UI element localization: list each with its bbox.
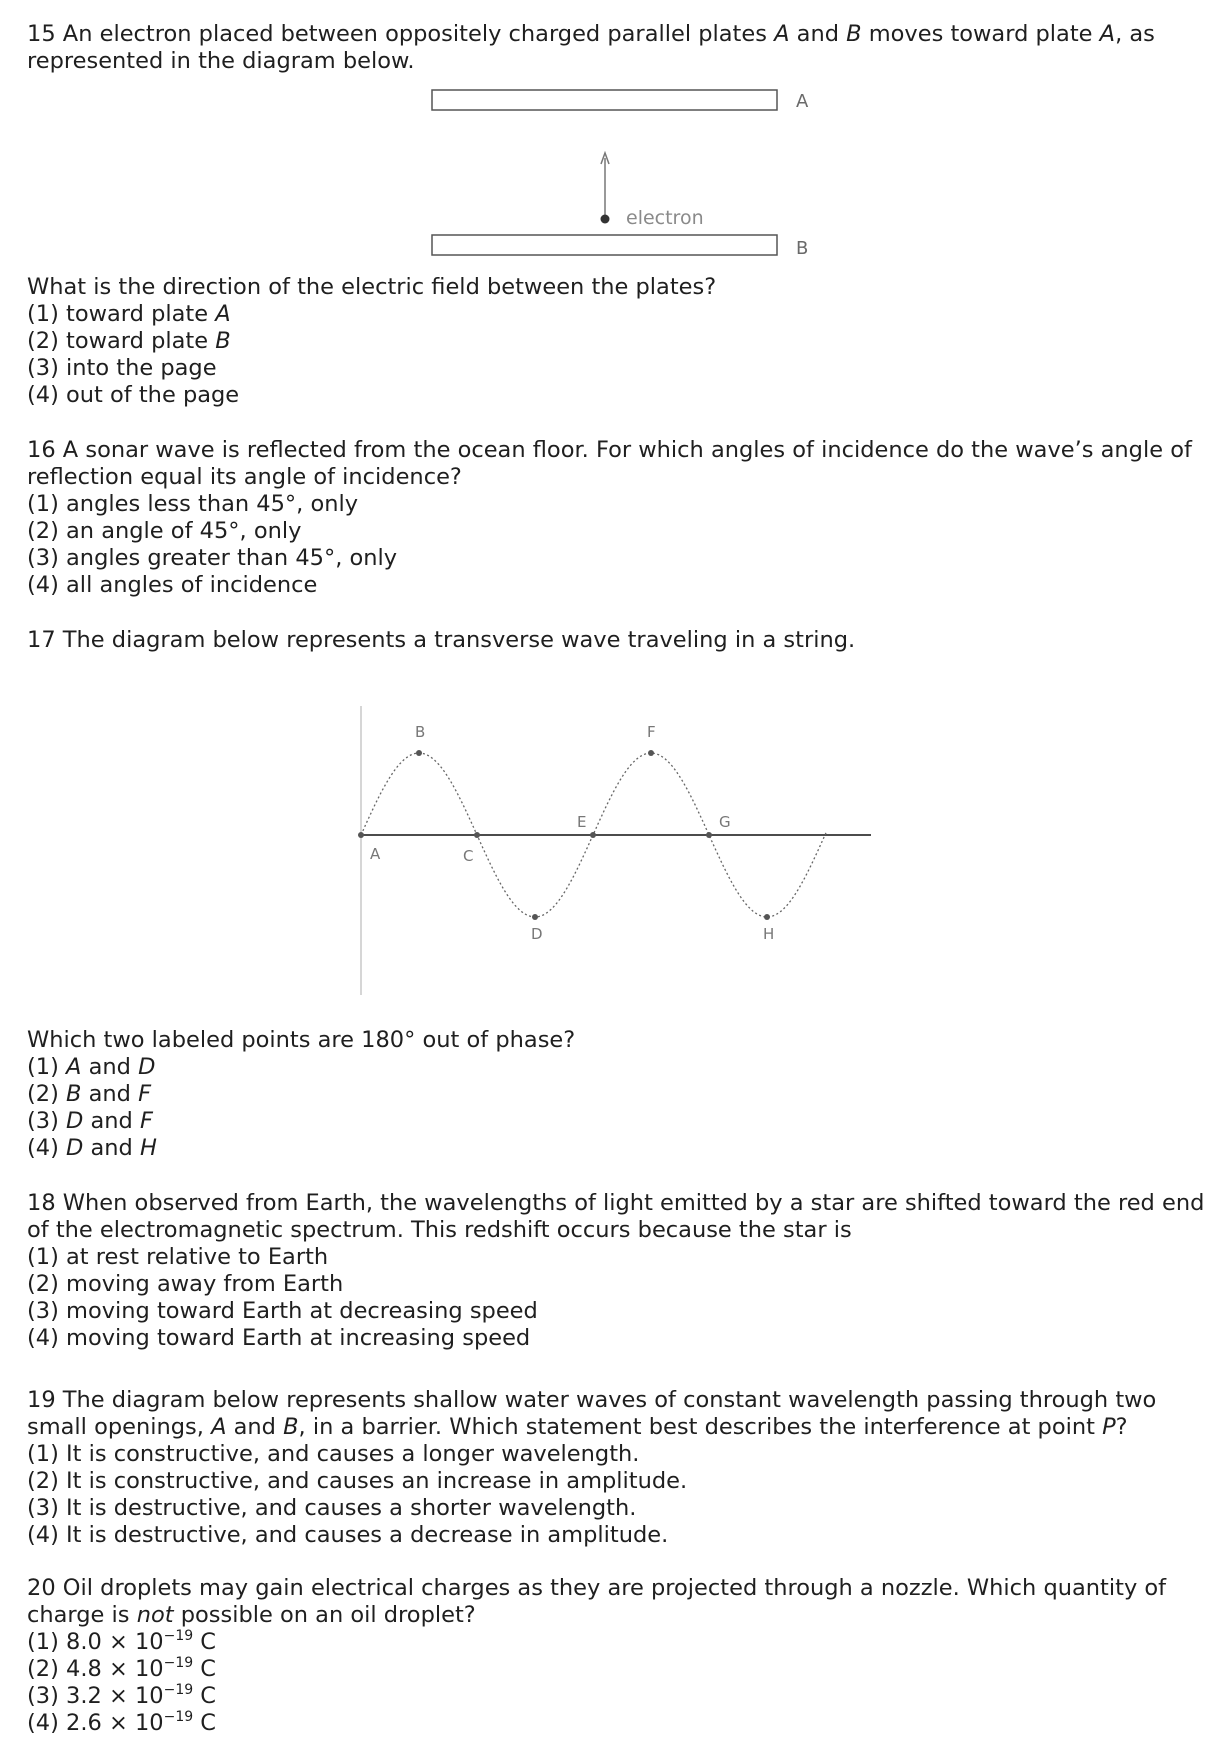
text-segment: (2) It is constructive, and causes an increase in amplitude. [27, 1468, 688, 1494]
options-list [27, 1244, 1207, 1352]
italic-term: not [136, 1602, 174, 1628]
text-segment: (2) [27, 1081, 67, 1107]
question-stem [27, 627, 1207, 654]
exponent: −19 [163, 1708, 194, 1725]
text-segment: When observed from Earth, the wavelengths of light emitted by a star are shifted toward the red end of the electromagnetic spectrum. This redshift occurs because the star is [27, 1190, 1205, 1243]
text-segment: , in a barrier. Which statement best describes the interference at point [298, 1414, 1103, 1440]
text-segment: (1) toward plate [27, 301, 216, 327]
question-stem [27, 1387, 1207, 1441]
text-segment: C [193, 1629, 217, 1655]
text-segment: (4) all angles of incidence [27, 572, 318, 598]
question-20 [27, 1575, 1207, 1737]
text-segment: The diagram below represents shallow water waves of constant wavelength passing through two small openings, [27, 1387, 1157, 1440]
answer-option-3 [27, 355, 1207, 382]
question-stem-text [27, 1575, 1166, 1628]
wave-point-c-dot [474, 832, 480, 838]
text-segment: possible on an oil droplet? [173, 1602, 476, 1628]
exponent: −19 [163, 1681, 194, 1698]
text-segment: (4) 2.6 × 10 [27, 1710, 164, 1736]
text-segment: and [81, 1081, 139, 1107]
electron-dot [601, 215, 610, 224]
options-list [27, 491, 1207, 599]
italic-term: H [140, 1135, 157, 1161]
text-segment: (1) angles less than 45°, only [27, 491, 359, 517]
plate-b [432, 235, 777, 255]
text-segment: (2) moving away from Earth [27, 1271, 344, 1297]
answer-option-3 [27, 545, 1207, 572]
question-15-prompt-and-options [27, 274, 1207, 409]
text-segment: C [193, 1656, 217, 1682]
text-segment: C [193, 1683, 217, 1709]
text-segment: and [81, 1054, 139, 1080]
answer-option-1 [27, 1441, 1207, 1468]
options-list [27, 1054, 1207, 1162]
question-stem-text [27, 1190, 1204, 1243]
options-list [27, 1629, 1207, 1737]
text-segment: (3) 3.2 × 10 [27, 1683, 164, 1709]
question-number: 15 [27, 21, 56, 47]
text-segment: (4) It is destructive, and causes a decrease in amplitude. [27, 1522, 669, 1548]
question-stem-text [27, 437, 1192, 490]
question-stem-text [27, 21, 1155, 74]
answer-option-2 [27, 518, 1207, 545]
italic-term: B [283, 1414, 299, 1440]
italic-term: P [1102, 1414, 1116, 1440]
text-segment: (4) out of the page [27, 382, 240, 408]
plate-a [432, 90, 777, 110]
question-stem [27, 21, 1207, 75]
italic-term: A [66, 1054, 82, 1080]
wave-point-b-dot [416, 750, 422, 756]
answer-option-4 [27, 572, 1207, 599]
question-number: 17 [27, 627, 56, 653]
question-number: 18 [27, 1190, 56, 1216]
answer-option-2 [27, 1656, 1207, 1683]
wave-point-h-dot [764, 914, 770, 920]
text-segment: and [789, 21, 847, 47]
question-16 [27, 437, 1207, 599]
text-segment: (1) [27, 1054, 67, 1080]
transverse-wave-svg [355, 700, 875, 1000]
text-segment: and [83, 1108, 140, 1134]
transverse-wave-diagram [355, 700, 875, 1006]
text-segment: (1) It is constructive, and causes a longer wavelength. [27, 1441, 640, 1467]
answer-option-1 [27, 1629, 1207, 1656]
italic-term: B [846, 21, 862, 47]
wave-point-f-label: F [647, 723, 656, 741]
answer-option-2 [27, 1081, 1207, 1108]
answer-option-1 [27, 491, 1207, 518]
text-segment: A sonar wave is reflected from the ocean floor. For which angles of incidence do the wave’s angle of reflection equal its angle of incidence? [27, 437, 1192, 490]
text-segment: ? [1115, 1414, 1128, 1440]
question-19 [27, 1387, 1207, 1549]
italic-term: A [774, 21, 790, 47]
text-segment: , as represented in the diagram below. [27, 21, 1155, 74]
question-number: 19 [27, 1387, 56, 1413]
answer-option-2 [27, 328, 1207, 355]
question-15 [27, 21, 1207, 75]
answer-option-3 [27, 1683, 1207, 1710]
text-segment: An electron placed between oppositely charged parallel plates [62, 21, 775, 47]
options-list [27, 301, 1207, 409]
wave-point-a-dot [358, 832, 364, 838]
question-prompt: What is the direction of the electric field between the plates? [27, 274, 717, 300]
text-segment: (3) into the page [27, 355, 217, 381]
text-segment: (3) [27, 1108, 67, 1134]
text-segment: and [226, 1414, 284, 1440]
italic-term: D [66, 1108, 84, 1134]
wave-point-e-label: E [577, 813, 587, 831]
answer-option-4 [27, 1135, 1207, 1162]
answer-option-2 [27, 1271, 1207, 1298]
text-segment: and [83, 1135, 140, 1161]
text-segment: (2) 4.8 × 10 [27, 1656, 164, 1682]
italic-term: F [138, 1081, 152, 1107]
wave-point-g-dot [706, 832, 712, 838]
text-segment: Oil droplets may gain electrical charges as they are projected through a nozzle. Which quantity of charge is [27, 1575, 1167, 1628]
italic-term: F [140, 1108, 153, 1134]
answer-option-3 [27, 1298, 1207, 1325]
text-segment: (2) toward plate [27, 328, 216, 354]
exponent: −19 [163, 1627, 194, 1644]
answer-option-1 [27, 301, 1207, 328]
answer-option-4 [27, 1710, 1207, 1737]
answer-option-4 [27, 1522, 1207, 1549]
wave-point-h-label: H [763, 925, 775, 943]
wave-point-c-label: C [463, 847, 474, 865]
parallel-plates-diagram [430, 82, 830, 268]
wave-points [358, 723, 774, 943]
wave-point-a-label: A [370, 845, 381, 863]
question-stem [27, 437, 1207, 491]
parallel-plates-svg [430, 82, 830, 262]
text-segment: (4) moving toward Earth at increasing speed [27, 1325, 531, 1351]
text-segment: (1) 8.0 × 10 [27, 1629, 164, 1655]
question-stem [27, 1190, 1207, 1244]
answer-option-3 [27, 1495, 1207, 1522]
plate-a-label: A [796, 91, 809, 112]
text-segment: C [193, 1710, 217, 1736]
question-number: 20 [27, 1575, 56, 1601]
question-17-prompt-and-options [27, 1027, 1207, 1162]
italic-term: D [138, 1054, 156, 1080]
text-segment: (2) an angle of 45°, only [27, 518, 302, 544]
text-segment: (3) angles greater than 45°, only [27, 545, 398, 571]
italic-term: D [66, 1135, 84, 1161]
answer-option-4 [27, 382, 1207, 409]
plate-b-label: B [796, 238, 809, 259]
italic-term: B [66, 1081, 82, 1107]
text-segment: The diagram below represents a transverse wave traveling in a string. [62, 627, 856, 653]
answer-option-1 [27, 1054, 1207, 1081]
answer-option-2 [27, 1468, 1207, 1495]
italic-term: A [1099, 21, 1116, 47]
options-list [27, 1441, 1207, 1549]
text-segment: (3) moving toward Earth at decreasing speed [27, 1298, 538, 1324]
question-17 [27, 627, 1207, 654]
text-segment: moves toward plate [861, 21, 1100, 47]
text-segment: (3) It is destructive, and causes a shorter wavelength. [27, 1495, 637, 1521]
exponent: −19 [163, 1654, 194, 1671]
wave-point-b-label: B [415, 723, 426, 741]
question-stem [27, 1575, 1207, 1629]
wave-point-g-label: G [719, 813, 731, 831]
question-number: 16 [27, 437, 56, 463]
wave-point-e-dot [590, 832, 596, 838]
question-stem-text [27, 1387, 1156, 1440]
wave-point-d-label: D [531, 925, 543, 943]
answer-option-3 [27, 1108, 1207, 1135]
italic-term: A [211, 1414, 227, 1440]
question-stem-text [63, 627, 855, 653]
text-segment: (1) at rest relative to Earth [27, 1244, 329, 1270]
electron-label: electron [626, 207, 704, 229]
wave-point-d-dot [532, 914, 538, 920]
answer-option-4 [27, 1325, 1207, 1352]
question-prompt: Which two labeled points are 180° out of phase? [27, 1027, 576, 1053]
wave-point-f-dot [648, 750, 654, 756]
italic-term: B [215, 328, 231, 354]
italic-term: A [215, 301, 231, 327]
answer-option-1 [27, 1244, 1207, 1271]
question-18 [27, 1190, 1207, 1352]
text-segment: (4) [27, 1135, 67, 1161]
